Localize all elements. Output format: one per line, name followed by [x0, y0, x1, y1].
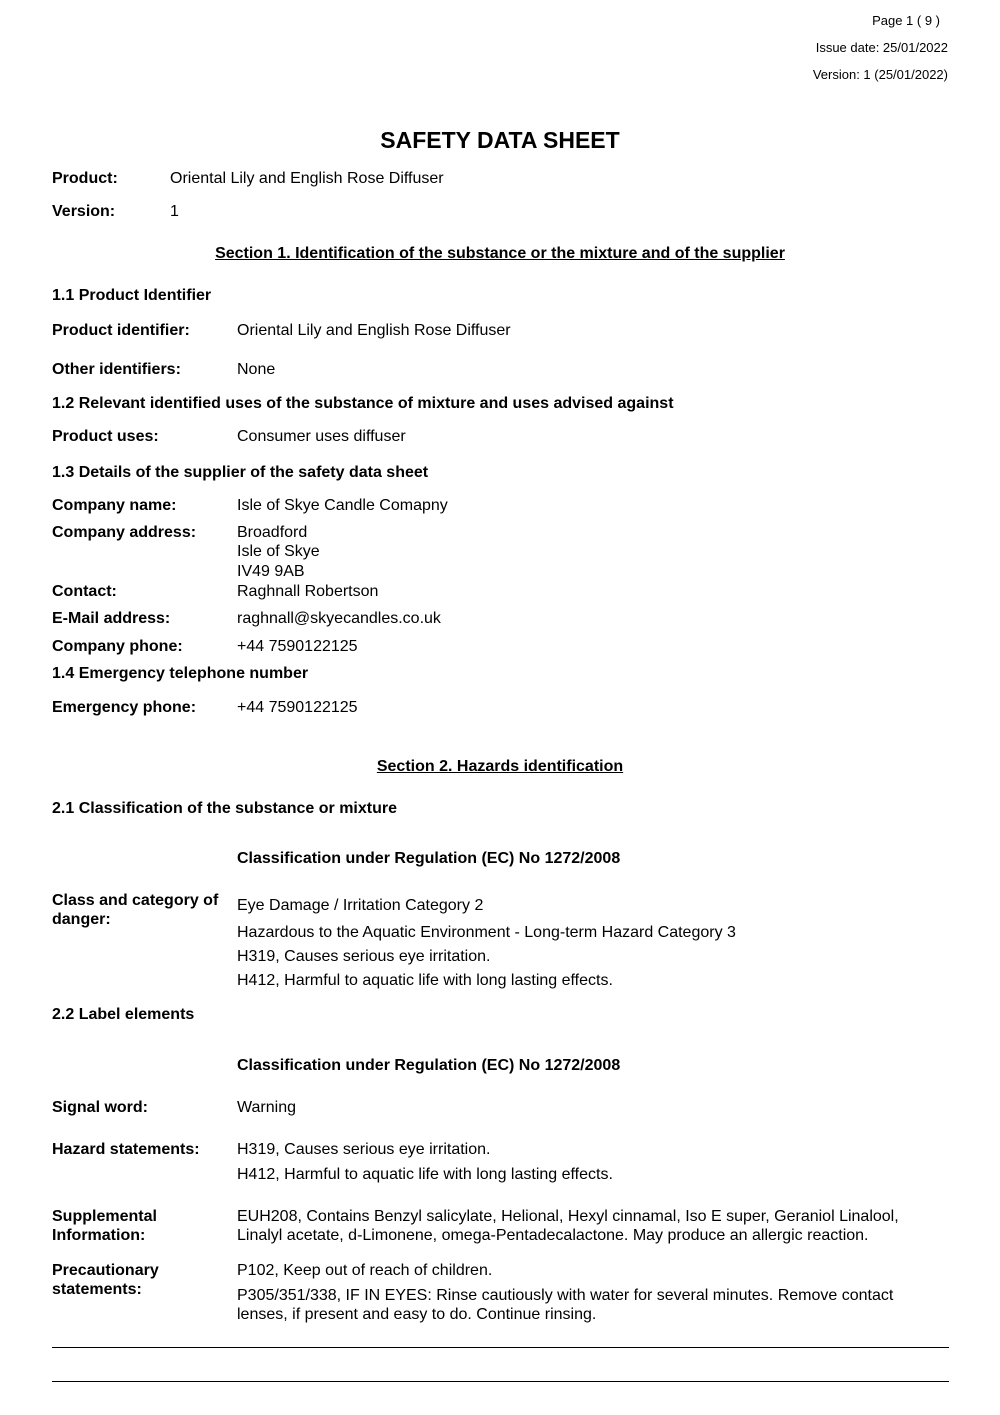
- contact-label: Contact:: [52, 583, 117, 600]
- class-category-label-1: Class and category of: [52, 892, 219, 909]
- other-identifiers-value: None: [237, 361, 276, 378]
- signal-word-label: Signal word:: [52, 1099, 148, 1116]
- emergency-phone-value: +44 7590122125: [237, 699, 358, 716]
- company-address-label: Company address:: [52, 524, 197, 541]
- supplemental-line-1: EUH208, Contains Benzyl salicylate, Helional, Hexyl cinnamal, Iso E super, Geraniol Linalool,: [237, 1208, 899, 1225]
- class-value-2: Hazardous to the Aquatic Environment - Long-term Hazard Category 3: [237, 924, 736, 941]
- section-2-heading: Section 2. Hazards identification: [376, 758, 624, 775]
- subsection-1-1: 1.1 Product Identifier: [52, 287, 212, 304]
- footer-rule-bottom: [52, 1381, 949, 1382]
- subsection-1-2: 1.2 Relevant identified uses of the substance of mixture and uses advised against: [52, 395, 674, 412]
- product-identifier-value: Oriental Lily and English Rose Diffuser: [237, 322, 511, 339]
- version-label: Version:: [52, 203, 116, 220]
- class-value-3: H319, Causes serious eye irritation.: [237, 948, 491, 965]
- supplemental-line-2: Linalyl acetate, d-Limonene, omega-Pentadecalactone. May produce an allergic reaction.: [237, 1227, 869, 1244]
- product-uses-value: Consumer uses diffuser: [237, 428, 406, 445]
- subsection-1-3: 1.3 Details of the supplier of the safety data sheet: [52, 464, 429, 481]
- product-identifier-label: Product identifier:: [52, 322, 190, 339]
- other-identifiers-label: Other identifiers:: [52, 361, 181, 378]
- precautionary-label-2: statements:: [52, 1281, 142, 1298]
- company-phone-label: Company phone:: [52, 638, 183, 655]
- product-label: Product:: [52, 170, 118, 187]
- address-line-2: Isle of Skye: [237, 543, 320, 560]
- company-name-label: Company name:: [52, 497, 177, 514]
- address-line-3: IV49 9AB: [237, 563, 305, 580]
- subsection-1-4: 1.4 Emergency telephone number: [52, 665, 309, 682]
- precautionary-statement-2-line-2: lenses, if present and easy to do. Continue rinsing.: [237, 1306, 597, 1323]
- version-info: Version: 1 (25/01/2022): [812, 67, 948, 82]
- address-line-1: Broadford: [237, 524, 308, 541]
- product-value: Oriental Lily and English Rose Diffuser: [170, 170, 444, 187]
- precautionary-statement-1: P102, Keep out of reach of children.: [237, 1262, 493, 1279]
- footer-rule-top: [52, 1347, 949, 1348]
- version-value: 1: [170, 203, 179, 220]
- section-1-heading: Section 1. Identification of the substance or the mixture and of the supplier: [215, 245, 785, 262]
- precautionary-label-1: Precautionary: [52, 1262, 159, 1279]
- company-phone-value: +44 7590122125: [237, 638, 358, 655]
- contact-value: Raghnall Robertson: [237, 583, 379, 600]
- class-category-label-2: danger:: [52, 911, 111, 928]
- subsection-2-2: 2.2 Label elements: [52, 1006, 195, 1023]
- supplemental-label-1: Supplemental: [52, 1208, 157, 1225]
- hazard-statements-label: Hazard statements:: [52, 1141, 200, 1158]
- email-value: raghnall@skyecandles.co.uk: [237, 610, 441, 627]
- hazard-statement-1: H319, Causes serious eye irritation.: [237, 1141, 491, 1158]
- hazard-statement-2: H412, Harmful to aquatic life with long lasting effects.: [237, 1166, 613, 1183]
- issue-date: Issue date: 25/01/2022: [815, 40, 948, 55]
- page-number: Page 1 ( 9 ): [872, 13, 940, 28]
- document-title: SAFETY DATA SHEET: [380, 127, 620, 153]
- classification-heading-1: Classification under Regulation (EC) No 1272/2008: [237, 850, 621, 867]
- subsection-2-1: 2.1 Classification of the substance or mixture: [52, 800, 397, 817]
- class-value-4: H412, Harmful to aquatic life with long lasting effects.: [237, 972, 613, 989]
- precautionary-statement-2-line-1: P305/351/338, IF IN EYES: Rinse cautiously with water for several minutes. Remove contact: [237, 1287, 894, 1304]
- supplemental-label-2: Information:: [52, 1227, 146, 1244]
- email-label: E-Mail address:: [52, 610, 171, 627]
- product-uses-label: Product uses:: [52, 428, 159, 445]
- company-name-value: Isle of Skye Candle Comapny: [237, 497, 448, 514]
- signal-word-value: Warning: [237, 1099, 296, 1116]
- emergency-phone-label: Emergency phone:: [52, 699, 197, 716]
- classification-heading-2: Classification under Regulation (EC) No 1272/2008: [237, 1057, 621, 1074]
- class-value-1: Eye Damage / Irritation Category 2: [237, 897, 484, 914]
